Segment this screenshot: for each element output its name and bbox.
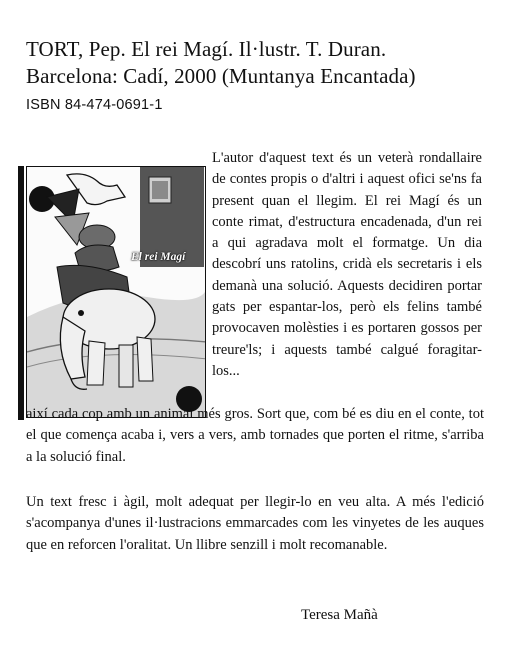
citation-header <box>26 36 496 113</box>
review-paragraph-3: Un text fresc i àgil, molt adequat per llegir-lo en veu alta. A més l'edició s'acompanya d'unes il·lustracions emmarcades com les vinyetes de les auques que en reforcen l'oralitat. Un llibre senzill i molt recomanable. <box>26 494 484 553</box>
cover-illustration-drawing <box>27 167 206 418</box>
cover-title: El rei Magí <box>131 251 186 263</box>
citation-line-2: Barcelona: Cadí, 2000 (Muntanya Encantada) <box>26 64 416 88</box>
book-cover-image <box>18 166 208 420</box>
cover-illustration <box>26 166 206 418</box>
review-author: Teresa Mañà <box>301 607 378 623</box>
isbn: ISBN 84-474-0691-1 <box>26 97 163 113</box>
citation-line-1: TORT, Pep. El rei Magí. Il·lustr. T. Duran. <box>26 37 387 61</box>
review-paragraph-1: L'autor d'aquest text és un veterà rondallaire de contes propis o d'altri i aquest ofici se'ns fa present quan el llegim. El rei Magí és un conte rimat, d'estructura encadenada, d'un rei a qui agradava molt el formatge. Un dia descobrí uns ratolins, cridà els secretaris i els demanà una solució. Aquests decidiren portar gats per espantar-los, però els felins també provocaven molèsties i es portaren gossos per treure'ls; i aquests també calgué foragitar-los... <box>212 150 482 379</box>
review-paragraph-2: així cada cop amb un animal més gros. Sort que, com bé es diu en el conte, tot el que comença acaba i, vers a vers, amb tornades que porten el ritme, s'arriba a la solució final. <box>26 406 484 465</box>
cover-spine-shadow <box>18 166 24 420</box>
